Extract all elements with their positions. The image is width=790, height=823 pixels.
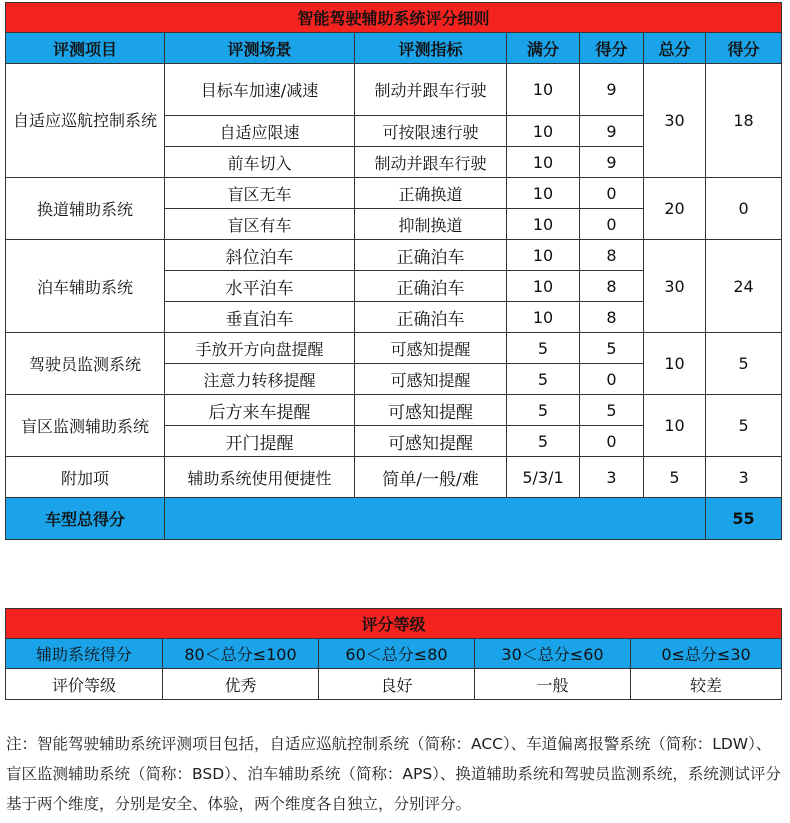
scoring-table — [5, 2, 782, 540]
indicator-cell: 制动并跟车行驶 — [355, 147, 507, 178]
group-total: 10 — [644, 395, 706, 457]
grade-table — [5, 608, 782, 700]
got-score-cell: 9 — [580, 64, 644, 116]
got-score-cell: 9 — [580, 116, 644, 147]
indicator-cell: 可感知提醒 — [355, 364, 507, 395]
indicator-cell: 抑制换道 — [355, 209, 507, 240]
got-score-cell: 9 — [580, 147, 644, 178]
full-score-cell: 10 — [507, 116, 580, 147]
indicator-cell: 可感知提醒 — [355, 395, 507, 426]
scene-cell: 斜位泊车 — [165, 240, 355, 271]
indicator-cell: 制动并跟车行驶 — [355, 64, 507, 116]
group-score: 5 — [706, 333, 782, 395]
table-row — [6, 178, 782, 209]
header-got-score: 得分 — [580, 33, 644, 64]
indicator-cell: 可感知提醒 — [355, 333, 507, 364]
full-score-cell: 5 — [507, 364, 580, 395]
group-score: 0 — [706, 178, 782, 240]
range-cell: 0≤总分≤30 — [631, 639, 782, 669]
indicator-cell: 正确泊车 — [355, 240, 507, 271]
scene-cell: 水平泊车 — [165, 271, 355, 302]
project-name: 换道辅助系统 — [6, 178, 165, 240]
project-name: 泊车辅助系统 — [6, 240, 165, 333]
got-score-cell: 5 — [580, 333, 644, 364]
scene-cell: 垂直泊车 — [165, 302, 355, 333]
group-total: 20 — [644, 178, 706, 240]
project-name: 盲区监测辅助系统 — [6, 395, 165, 457]
total-spacer — [165, 498, 706, 540]
table-row — [6, 639, 782, 669]
table-row — [6, 457, 782, 498]
scene-cell: 辅助系统使用便捷性 — [165, 457, 355, 498]
header-full-score: 满分 — [507, 33, 580, 64]
indicator-cell: 正确泊车 — [355, 271, 507, 302]
got-score-cell: 0 — [580, 364, 644, 395]
scene-cell: 盲区无车 — [165, 178, 355, 209]
grade-cell: 良好 — [319, 669, 475, 700]
indicator-cell: 正确换道 — [355, 178, 507, 209]
group-total: 30 — [644, 64, 706, 178]
group-total: 10 — [644, 333, 706, 395]
group-score: 18 — [706, 64, 782, 178]
total-row — [6, 498, 782, 540]
group-score: 24 — [706, 240, 782, 333]
indicator-cell: 简单/一般/难 — [355, 457, 507, 498]
footnote: 注：智能驾驶辅助系统评测项目包括，自适应巡航控制系统（简称：ACC）、车道偏离报警系统（简称：LDW）、盲区监测辅助系统（简称：BSD）、泊车辅助系统（简称：APS）、换道辅助系统和驾驶员监测系统，系统测试评分基于两个维度，分别是安全、体验，两个维度各自独立，分别评分。 — [6, 735, 781, 813]
table-row — [6, 333, 782, 364]
full-score-cell: 10 — [507, 271, 580, 302]
scene-cell: 开门提醒 — [165, 426, 355, 457]
table-title: 智能驾驶辅助系统评分细则 — [6, 3, 782, 33]
grade-table-title: 评分等级 — [6, 609, 782, 639]
scene-cell: 自适应限速 — [165, 116, 355, 147]
range-cell: 60＜总分≤80 — [319, 639, 475, 669]
table-row — [6, 395, 782, 426]
project-name: 自适应巡航控制系统 — [6, 64, 165, 178]
header-scene: 评测场景 — [165, 33, 355, 64]
group-score: 5 — [706, 395, 782, 457]
scene-cell: 后方来车提醒 — [165, 395, 355, 426]
indicator-cell: 可感知提醒 — [355, 426, 507, 457]
total-score: 55 — [706, 498, 782, 540]
full-score-cell: 5 — [507, 333, 580, 364]
scene-cell: 前车切入 — [165, 147, 355, 178]
table-row — [6, 240, 782, 271]
full-score-cell: 10 — [507, 240, 580, 271]
indicator-cell: 正确泊车 — [355, 302, 507, 333]
group-score: 3 — [706, 457, 782, 498]
got-score-cell: 5 — [580, 395, 644, 426]
indicator-cell: 可按限速行驶 — [355, 116, 507, 147]
scene-cell: 盲区有车 — [165, 209, 355, 240]
grade-cell: 一般 — [475, 669, 631, 700]
got-score-cell: 0 — [580, 209, 644, 240]
full-score-cell: 10 — [507, 147, 580, 178]
scene-cell: 手放开方向盘提醒 — [165, 333, 355, 364]
scene-cell: 注意力转移提醒 — [165, 364, 355, 395]
group-total: 30 — [644, 240, 706, 333]
group-total: 5 — [644, 457, 706, 498]
full-score-cell: 10 — [507, 209, 580, 240]
full-score-cell: 5 — [507, 395, 580, 426]
got-score-cell: 0 — [580, 178, 644, 209]
full-score-cell: 5/3/1 — [507, 457, 580, 498]
header-total: 总分 — [644, 33, 706, 64]
range-cell: 80＜总分≤100 — [163, 639, 319, 669]
range-cell: 30＜总分≤60 — [475, 639, 631, 669]
scene-cell: 目标车加速/减速 — [165, 64, 355, 116]
got-score-cell: 0 — [580, 426, 644, 457]
full-score-cell: 10 — [507, 178, 580, 209]
grade-cell: 优秀 — [163, 669, 319, 700]
got-score-cell: 8 — [580, 302, 644, 333]
full-score-cell: 10 — [507, 64, 580, 116]
project-name: 附加项 — [6, 457, 165, 498]
got-score-cell: 8 — [580, 271, 644, 302]
got-score-cell: 8 — [580, 240, 644, 271]
header-project: 评测项目 — [6, 33, 165, 64]
full-score-cell: 5 — [507, 426, 580, 457]
score-range-label: 辅助系统得分 — [6, 639, 163, 669]
table-row — [6, 64, 782, 116]
header-total-score: 得分 — [706, 33, 782, 64]
header-indicator: 评测指标 — [355, 33, 507, 64]
grade-cell: 较差 — [631, 669, 782, 700]
project-name: 驾驶员监测系统 — [6, 333, 165, 395]
got-score-cell: 3 — [580, 457, 644, 498]
table-row — [6, 669, 782, 700]
full-score-cell: 10 — [507, 302, 580, 333]
total-label: 车型总得分 — [6, 498, 165, 540]
grade-label: 评价等级 — [6, 669, 163, 700]
